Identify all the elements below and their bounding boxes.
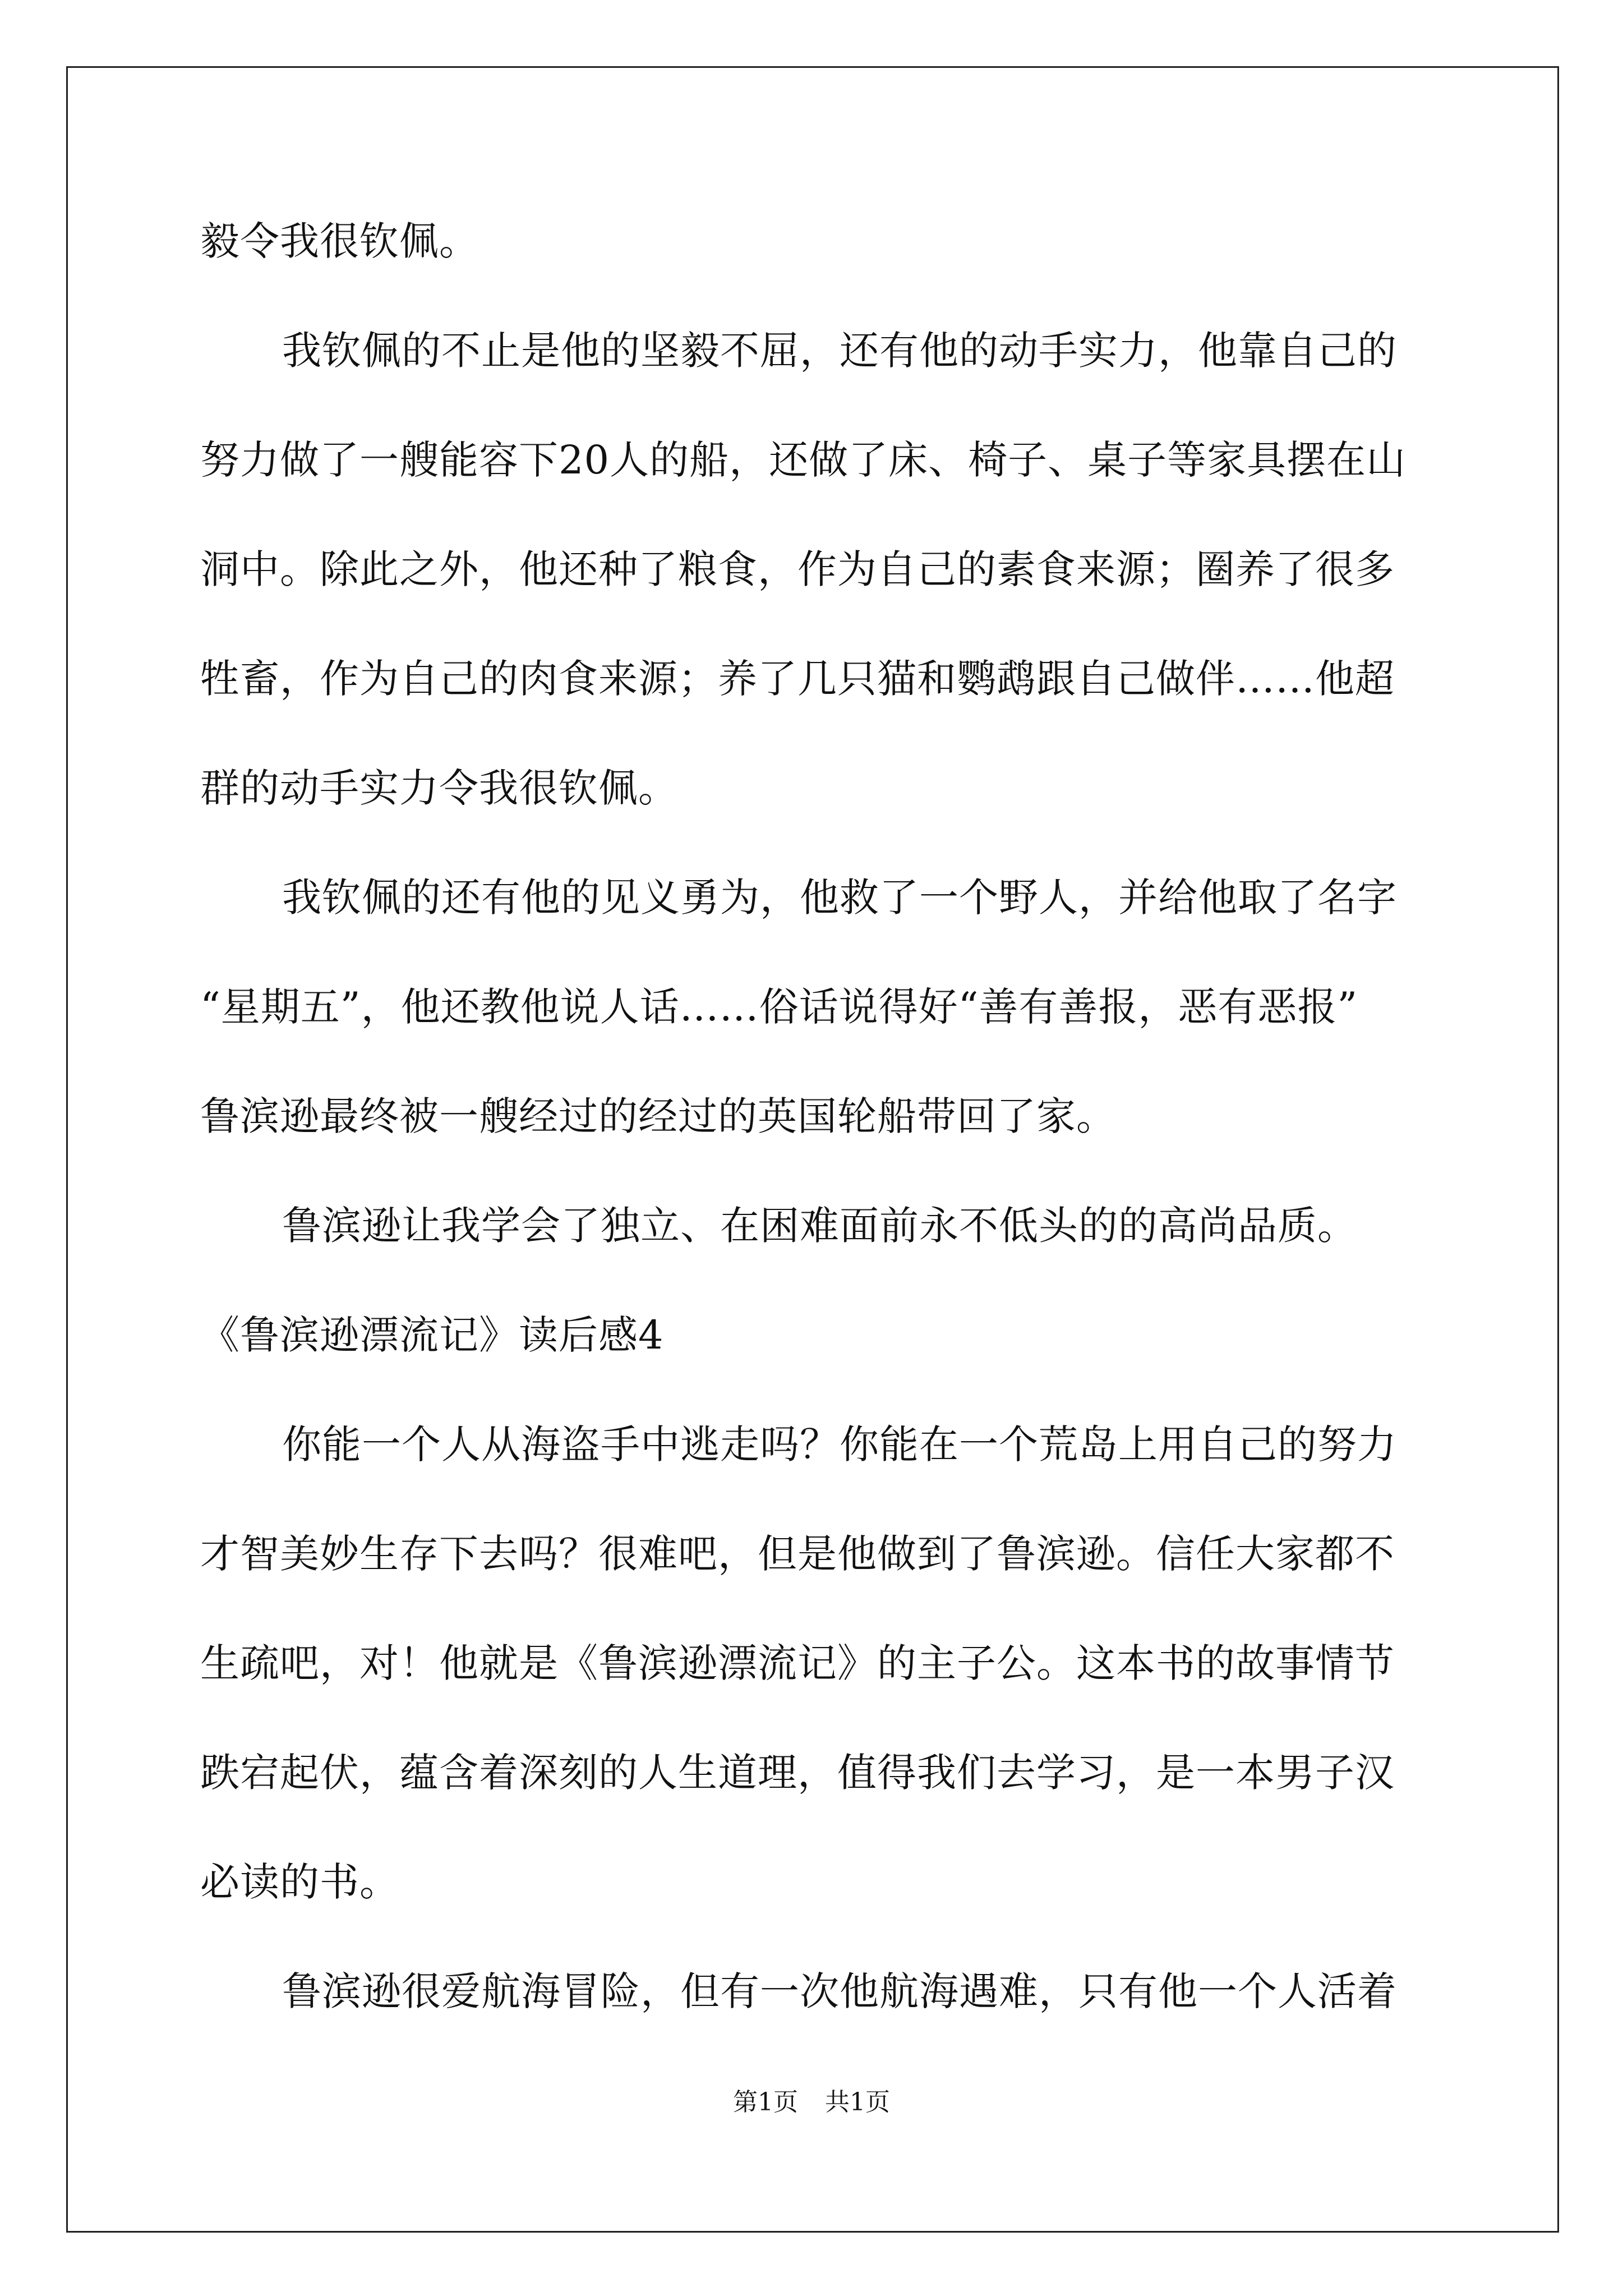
text-line: 跌宕起伏，蕴含着深刻的人生道理，值得我们去学习，是一本男子汉 (200, 1750, 1395, 1796)
text-line: 鲁滨逊让我学会了独立、在困难面前永不低头的的高尚品质。 (282, 1203, 1357, 1249)
total-pages: 共1页 (825, 2088, 890, 2116)
text-line: 你能一个人从海盗手中逃走吗？你能在一个荒岛上用自己的努力 (282, 1421, 1397, 1467)
text-line: 生疏吧，对！他就是《鲁滨逊漂流记》的主子公。这本书的故事情节 (200, 1640, 1395, 1686)
page-footer (0, 2086, 1623, 2119)
text-line: 我钦佩的还有他的见义勇为，他救了一个野人，并给他取了名字 (282, 875, 1397, 921)
text-line: 必读的书。 (200, 1859, 399, 1905)
text-line: 才智美妙生存下去吗？很难吧，但是他做到了鲁滨逊。信任大家都不 (200, 1531, 1395, 1577)
text-line: 洞中。除此之外，他还种了粮食，作为自己的素食来源；圈养了很多 (200, 546, 1395, 592)
text-line: 毅令我很钦佩。 (200, 218, 479, 264)
text-line: 鲁滨逊最终被一艘经过的经过的英国轮船带回了家。 (200, 1093, 1116, 1139)
text-line: 我钦佩的不止是他的坚毅不屈，还有他的动手实力，他靠自己的 (282, 328, 1397, 374)
text-line: “星期五”，他还教他说人话……俗话说得好“善有善报，恶有恶报” (200, 984, 1358, 1030)
text-line: 鲁滨逊很爱航海冒险，但有一次他航海遇难，只有他一个人活着 (282, 1968, 1397, 2014)
section-heading: 《鲁滨逊漂流记》读后感4 (200, 1312, 664, 1358)
text-line: 牲畜，作为自己的肉食来源；养了几只猫和鹦鹉跟自己做伴……他超 (200, 656, 1395, 702)
text-line: 群的动手实力令我很钦佩。 (200, 765, 678, 811)
page-number: 第1页 (733, 2088, 798, 2116)
text-line: 努力做了一艘能容下20人的船，还做了床、椅子、桌子等家具摆在山 (200, 437, 1407, 483)
